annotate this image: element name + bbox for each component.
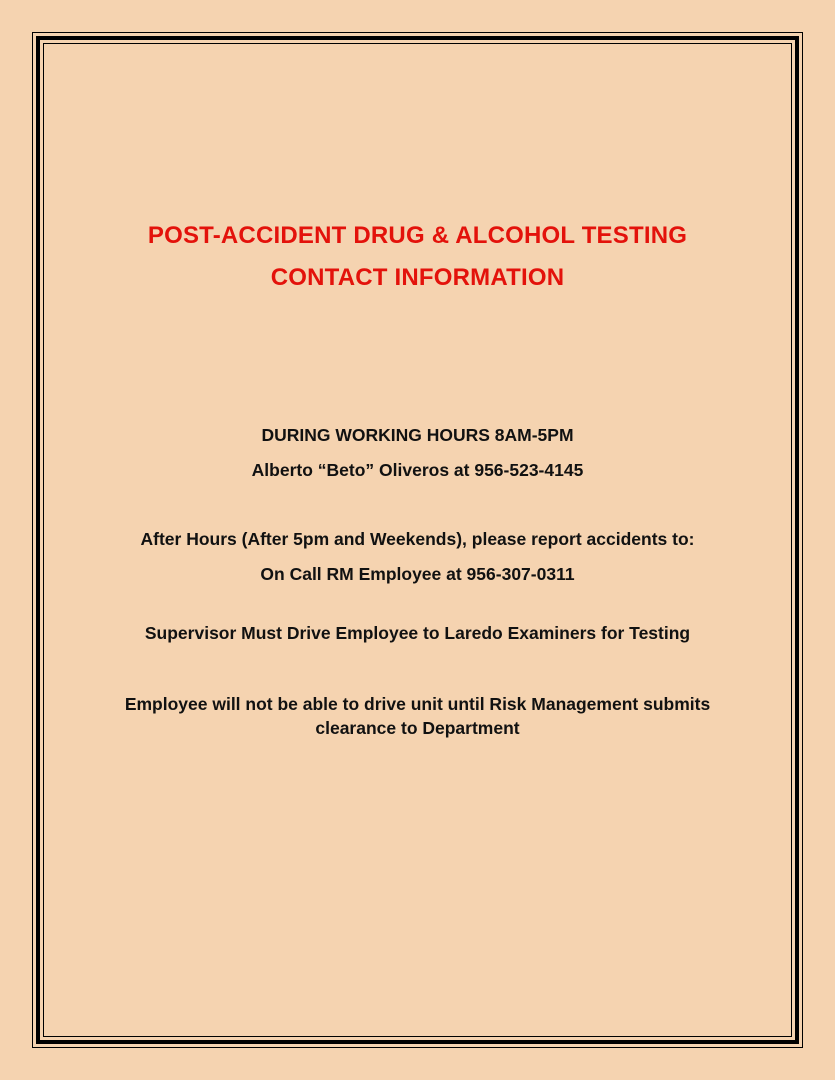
after-hours-contact: On Call RM Employee at 956-307-0311: [260, 564, 575, 584]
after-hours-instruction: After Hours (After 5pm and Weekends), please report accidents to:: [140, 529, 695, 549]
clearance-note: Employee will not be able to drive unit until Risk Management submits clearance to Department: [124, 694, 711, 738]
working-hours-contact: Alberto “Beto” Oliveros at 956-523-4145: [251, 460, 584, 480]
supervisor-note: Supervisor Must Drive Employee to Laredo Examiners for Testing: [144, 623, 691, 643]
notice-title-line-2: CONTACT INFORMATION: [270, 264, 565, 291]
working-hours-heading: DURING WORKING HOURS 8AM-5PM: [261, 425, 574, 445]
notice-title-line-1: POST-ACCIDENT DRUG & ALCOHOL TESTING: [147, 222, 688, 249]
